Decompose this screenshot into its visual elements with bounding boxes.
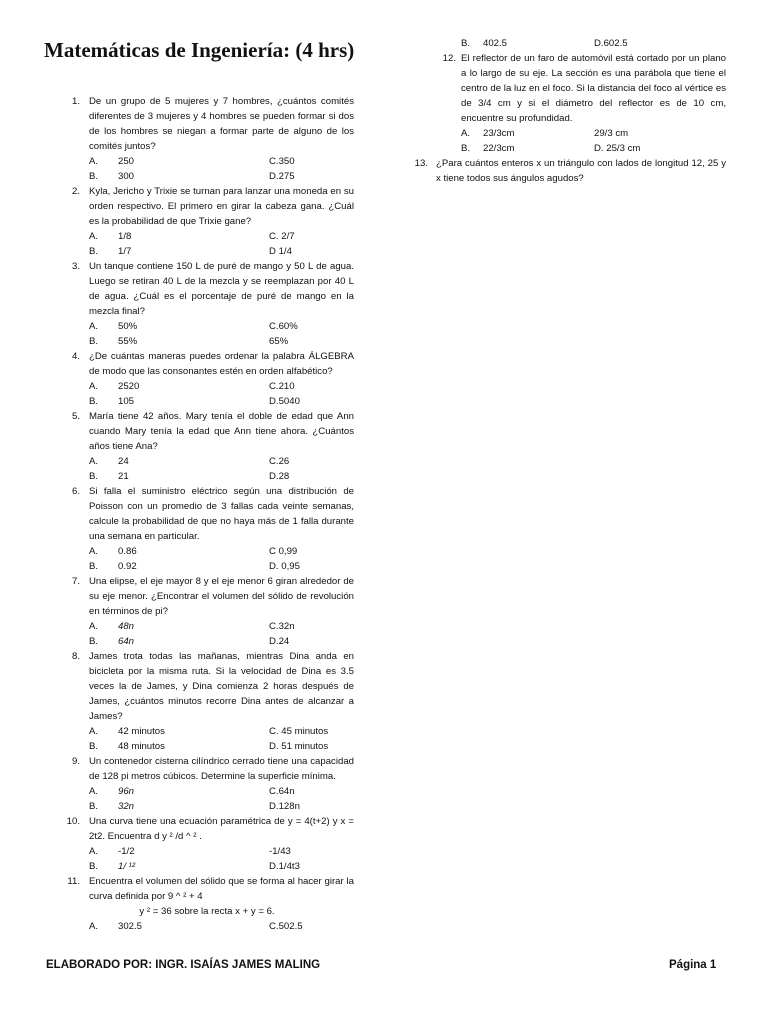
option-value: C.64n xyxy=(269,786,295,797)
option-value: 1/7 xyxy=(118,246,132,257)
option-value: 402.5 xyxy=(483,38,508,49)
option-value: D.128n xyxy=(269,801,300,812)
option-letter: A. xyxy=(89,456,99,467)
footer-page-number: Página 1 xyxy=(669,959,717,971)
option-value: 302.5 xyxy=(118,921,143,932)
question-number: 4. xyxy=(71,351,80,362)
question-number: 1. xyxy=(71,96,80,107)
option-letter: B. xyxy=(89,861,99,872)
option-value: D.28 xyxy=(269,471,290,482)
option-value: 64n xyxy=(118,636,135,647)
option-value: C. 2/7 xyxy=(269,231,295,242)
option-value: C. 45 minutos xyxy=(269,726,329,737)
question-10-options xyxy=(60,859,354,874)
question-text-continued: y ² = 36 sobre la recta x + y = 6. xyxy=(139,906,275,917)
question-number: 6. xyxy=(71,486,80,497)
option-value: D.1/4t3 xyxy=(269,861,300,872)
option-letter: A. xyxy=(89,231,99,242)
question-8 xyxy=(60,649,354,724)
option-value: 29/3 cm xyxy=(594,128,629,139)
option-value: D.275 xyxy=(269,171,295,182)
option-value: -1/2 xyxy=(118,846,135,857)
question-text: Encuentra el volumen del sólido que se forma al hacer girar la curva definida por 9 ^ ² + 4 xyxy=(89,876,354,902)
option-value: 1/8 xyxy=(118,231,132,242)
option-letter: B. xyxy=(461,38,471,49)
option-value: C.210 xyxy=(269,381,295,392)
option-value: D.24 xyxy=(269,636,290,647)
option-letter: A. xyxy=(89,921,99,932)
option-letter: A. xyxy=(89,156,99,167)
question-5-options xyxy=(60,469,354,484)
question-text: De un grupo de 5 mujeres y 7 hombres, ¿cuántos comités diferentes de 3 mujeres y 4 hombres se pueden formar si dos de los hombres se niegan a formar parte de alguno de los comités juntos? xyxy=(89,96,354,152)
option-value: 0.86 xyxy=(118,546,137,557)
option-letter: A. xyxy=(89,726,99,737)
option-value: 23/3cm xyxy=(483,128,515,139)
option-letter: B. xyxy=(461,143,471,154)
question-number: 8. xyxy=(71,651,80,662)
question-8-options xyxy=(60,724,354,739)
option-letter: B. xyxy=(89,171,99,182)
option-value: 55% xyxy=(118,336,138,347)
option-letter: B. xyxy=(89,636,99,647)
question-text: Un tanque contiene 150 L de puré de mango y 50 L de agua. Luego se retiran 40 L de la mezcla y se reemplazan por 40 L de agua. ¿Cuál es el porcentaje de puré de mango en la mezcla final? xyxy=(89,261,354,317)
question-number: 13. xyxy=(414,158,428,169)
option-letter: A. xyxy=(89,846,99,857)
option-value: 42 minutos xyxy=(118,726,165,737)
question-number: 12. xyxy=(442,53,456,64)
question-text: Una curva tiene una ecuación paramétrica de y = 4(t+2) y x = 2t2. Encuentra d y ² /d ^ ² . xyxy=(89,816,354,842)
q12-options xyxy=(406,126,726,141)
question-number: 7. xyxy=(71,576,80,587)
option-value: 2520 xyxy=(118,381,140,392)
question-11 xyxy=(60,874,354,904)
option-value: 105 xyxy=(118,396,135,407)
option-value: 21 xyxy=(118,471,129,482)
question-number: 5. xyxy=(71,411,80,422)
option-value: 22/3cm xyxy=(483,143,515,154)
option-value: 32n xyxy=(118,801,135,812)
question-number: 3. xyxy=(71,261,80,272)
option-value: 24 xyxy=(118,456,129,467)
option-value: C.60% xyxy=(269,321,298,332)
question-7-options xyxy=(60,634,354,649)
question-4-options xyxy=(60,394,354,409)
question-text: ¿Para cuántos enteros x un triángulo con lados de longitud 12, 25 y x tiene todos sus ángulos agudos? xyxy=(436,158,726,184)
question-4-options xyxy=(60,379,354,394)
question-11-options xyxy=(60,919,354,934)
option-value: 48 minutos xyxy=(118,741,165,752)
option-letter: B. xyxy=(89,396,99,407)
option-letter: B. xyxy=(89,471,99,482)
question-6 xyxy=(60,484,354,544)
option-letter: A. xyxy=(89,621,99,632)
option-value: D.5040 xyxy=(269,396,300,407)
question-7 xyxy=(60,574,354,619)
option-value: -1/43 xyxy=(269,846,291,857)
q12-options xyxy=(406,141,726,156)
question-9 xyxy=(60,754,354,784)
question-text: James trota todas las mañanas, mientras Dina anda en bicicleta por la misma ruta. Si la velocidad de Dina es 3.5 veces la de James, y Dina comienza 2 horas después de James, ¿cuántos minutos recorre Dina antes de alcanzar a James? xyxy=(89,651,354,722)
question-text: Un contenedor cisterna cilíndrico cerrado tiene una capacidad de 128 pi metros cúbicos. Determine la superficie mínima. xyxy=(89,756,354,782)
question-9-options xyxy=(60,799,354,814)
question-number: 9. xyxy=(71,756,80,767)
question-text: El reflector de un faro de automóvil está cortado por un plano a lo largo de su eje. La sección es una parábola que tiene el centro de la luz en el foco. Si la distancia del foco al vértice es de 3/4 cm y si el diámetro del reflector es de 10 cm, encuentre su profundidad. xyxy=(461,53,726,124)
question-5-options xyxy=(60,454,354,469)
option-value: 1/ ¹² xyxy=(118,861,136,872)
question-6-options xyxy=(60,559,354,574)
question-1-options xyxy=(60,154,354,169)
option-value: D. 51 minutos xyxy=(269,741,329,752)
option-letter: A. xyxy=(89,786,99,797)
option-value: D.602.5 xyxy=(594,38,628,49)
question-3 xyxy=(60,259,354,319)
right-column xyxy=(406,36,726,186)
question-number: 11. xyxy=(67,876,80,887)
option-value: C.350 xyxy=(269,156,295,167)
document-title: Matemáticas de Ingeniería: (4 hrs) xyxy=(44,38,355,62)
option-value: C.502.5 xyxy=(269,921,303,932)
option-letter: B. xyxy=(89,246,99,257)
option-value: C.26 xyxy=(269,456,290,467)
question-1-options xyxy=(60,169,354,184)
question-4 xyxy=(60,349,354,379)
question-2 xyxy=(60,184,354,229)
option-value: 0.92 xyxy=(118,561,137,572)
question-13 xyxy=(406,156,726,186)
question-1 xyxy=(60,94,354,154)
question-8-options xyxy=(60,739,354,754)
left-column xyxy=(60,94,354,934)
option-value: D 1/4 xyxy=(269,246,292,257)
option-letter: A. xyxy=(89,321,99,332)
option-value: 300 xyxy=(118,171,135,182)
question-5 xyxy=(60,409,354,454)
option-value: D. 25/3 cm xyxy=(594,143,641,154)
option-value: D. 0,95 xyxy=(269,561,300,572)
question-10-options xyxy=(60,844,354,859)
question-number: 10. xyxy=(66,816,80,827)
option-letter: B. xyxy=(89,741,99,752)
question-6-options xyxy=(60,544,354,559)
option-letter: B. xyxy=(89,336,99,347)
question-2-options xyxy=(60,229,354,244)
option-value: 50% xyxy=(118,321,138,332)
question-number: 2. xyxy=(71,186,80,197)
option-value: 96n xyxy=(118,786,135,797)
option-value: C.32n xyxy=(269,621,295,632)
option-letter: A. xyxy=(461,128,471,139)
option-letter: B. xyxy=(89,801,99,812)
question-3-options xyxy=(60,334,354,349)
option-value: 48n xyxy=(118,621,135,632)
question-text: Una elipse, el eje mayor 8 y el eje menor 6 giran alrededor de su eje menor. ¿Encontrar el volumen del sólido de revolución en términos de pi? xyxy=(89,576,354,617)
option-letter: A. xyxy=(89,546,99,557)
option-value: 65% xyxy=(269,336,289,347)
question-text: Kyla, Jericho y Trixie se turnan para lanzar una moneda en su orden respectivo. El primero en girar la cabeza gana. ¿Cuál es la probabilidad de que Trixie gane? xyxy=(89,186,354,227)
option-letter: A. xyxy=(89,381,99,392)
option-letter: B. xyxy=(89,561,99,572)
question-7-options xyxy=(60,619,354,634)
option-value: 250 xyxy=(118,156,135,167)
question-3-options xyxy=(60,319,354,334)
question-10 xyxy=(60,814,354,844)
q11-options-continued xyxy=(406,36,726,51)
option-value: C 0,99 xyxy=(269,546,298,557)
question-9-options xyxy=(60,784,354,799)
question-text: María tiene 42 años. Mary tenía el doble de edad que Ann cuando Mary tenía la edad que Ann tiene ahora. ¿Cuántos años tiene Ana? xyxy=(89,411,354,452)
question-text: ¿De cuántas maneras puedes ordenar la palabra ÁLGEBRA de modo que las consonantes estén en orden alfabético? xyxy=(89,351,354,377)
question-text: Si falla el suministro eléctrico según una distribución de Poisson con un promedio de 3 fallas cada veinte semanas, calcule la probabilidad de que no haya más de 1 falla durante una semana en particular. xyxy=(89,486,354,542)
footer-author: ELABORADO POR: INGR. ISAÍAS JAMES MALING xyxy=(46,959,321,971)
question-2-options xyxy=(60,244,354,259)
question-12 xyxy=(406,51,726,126)
